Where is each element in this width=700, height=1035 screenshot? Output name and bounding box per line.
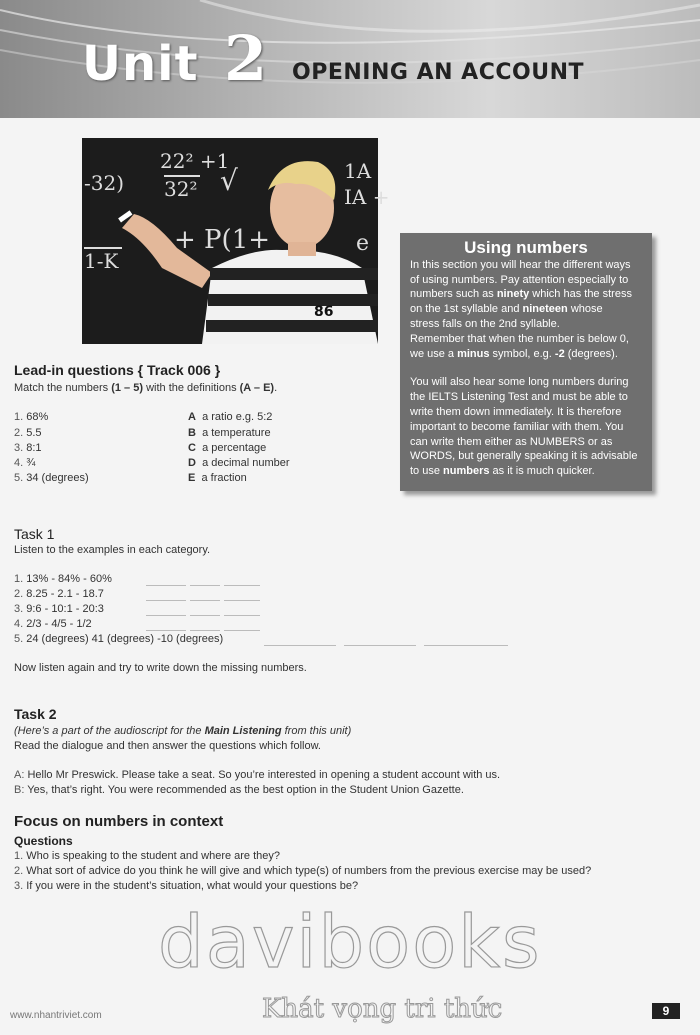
task1-instruction: Listen to the examples in each category. — [14, 544, 211, 556]
box-title: Using numbers — [464, 238, 588, 257]
board-formula-2: 32² — [164, 177, 198, 201]
board-formula-5: + P(1+ — [174, 225, 271, 255]
task2-instruction: Read the dialogue and then answer the questions which follow. — [14, 740, 321, 752]
leadin-heading: Lead-in questions { Track 006 } — [14, 362, 221, 378]
watermark-logo: davibooks — [158, 900, 542, 984]
task2-heading: Task 2 — [14, 706, 57, 722]
unit-label: Unit — [82, 36, 199, 92]
task1-followup: Now listen again and try to write down the missing numbers. — [14, 662, 307, 674]
questions-subheading: Questions — [14, 834, 73, 848]
question-item: 2. What sort of advice do you think he will give and which type(s) of numbers from the previous exercise may be used? — [14, 865, 592, 877]
leadin-item: 3. 8:1 — [14, 442, 42, 454]
classroom-photo — [82, 138, 390, 344]
board-formula-8: 1-K — [84, 249, 119, 273]
task1-row: 3. 9:6 - 10:1 - 20:3 — [14, 603, 104, 615]
board-formula-7: IA + — [344, 185, 390, 209]
board-formula-3: √ — [220, 164, 238, 197]
watermark-tagline: Khát vọng tri thức — [262, 994, 503, 1024]
using-numbers-box — [400, 233, 652, 491]
dialogue-line: B: Yes, that’s right. You were recommended as the best option in the Student Union Gazette. — [14, 784, 464, 796]
unit-number: 2 — [224, 22, 268, 95]
definition-item: C a percentage — [188, 442, 267, 454]
unit-title: OPENING AN ACCOUNT — [292, 60, 584, 85]
board-formula-4: -32) — [84, 171, 125, 195]
task1-row: 2. 8.25 - 2.1 - 18.7 — [14, 588, 104, 600]
leadin-item: 4. ¾ — [14, 457, 36, 469]
definition-item: B a temperature — [188, 427, 271, 439]
leadin-item: 2. 5.5 — [14, 427, 42, 439]
page-number: 9 — [652, 1003, 680, 1019]
definition-item: A a ratio e.g. 5:2 — [188, 411, 273, 423]
task1-heading: Task 1 — [14, 526, 55, 542]
unit-header — [0, 0, 700, 118]
leadin-instruction: Match the numbers (1 – 5) with the definitions (A – E). — [14, 382, 278, 394]
leadin-item: 5. 34 (degrees) — [14, 472, 89, 484]
dialogue-line: A: Hello Mr Preswick. Please take a seat. So you’re interested in opening a student account with us. — [14, 769, 501, 781]
question-item: 1. Who is speaking to the student and where are they? — [14, 850, 281, 862]
task2-note: (Here’s a part of the audioscript for the Main Listening from this unit) — [14, 725, 352, 737]
leadin-item: 1. 68% — [14, 411, 49, 423]
box-paragraph-1: In this section you will hear the different ways of using numbers. Pay attention especially to numbers such as ninety which has the stress on the 1st syllable and nineteen whose stress falls on the 2nd syllable. Remember that when the number is below 0, we use a minus symbol, e.g. -2 (degrees). — [410, 258, 632, 360]
definition-item: E a fraction — [188, 472, 247, 484]
student-at-blackboard-illustration — [82, 138, 390, 344]
focus-heading: Focus on numbers in context — [14, 813, 224, 830]
question-item: 3. If you were in the student’s situation, what would your questions be? — [14, 880, 359, 892]
board-formula-1: 22² +1 — [160, 149, 230, 173]
board-formula-9: e — [356, 231, 370, 256]
task1-row: 4. 2/3 - 4/5 - 1/2 — [14, 618, 92, 630]
shirt-number: 86 — [314, 304, 334, 320]
footer-url: www.nhantriviet.com — [10, 1010, 102, 1021]
task1-row: 5. 24 (degrees) 41 (degrees) -10 (degrees) — [14, 633, 224, 645]
definition-item: D a decimal number — [188, 457, 290, 469]
task1-row: 1. 13% - 84% - 60% — [14, 573, 112, 585]
board-formula-6: 1A — [344, 159, 372, 183]
box-paragraph-2: You will also hear some long numbers during the IELTS Listening Test and must be able to write them down immediately. It is therefore important to become familiar with them. You can write them either as NUMBERS or as WORDS, but generally speaking it is advisable to use numbers as it is much quicker. — [410, 376, 638, 478]
